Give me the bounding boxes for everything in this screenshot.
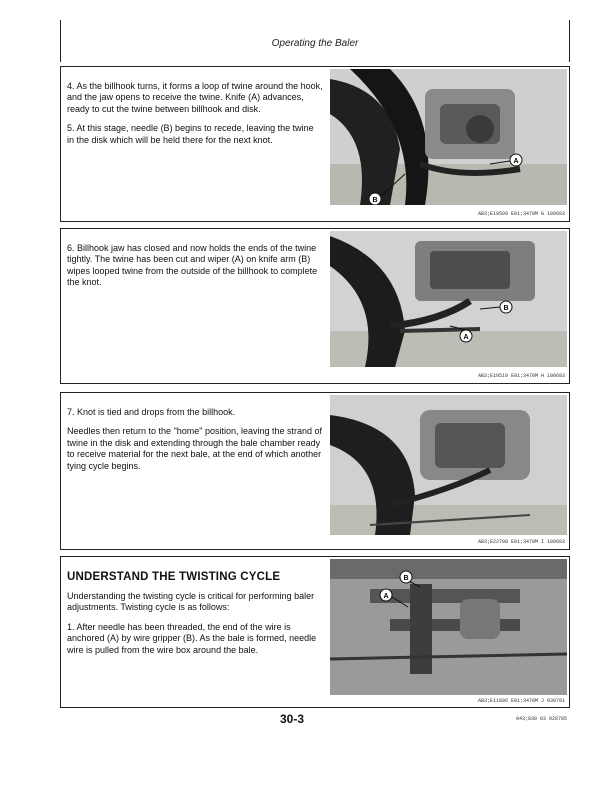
- callout-label: B: [372, 197, 378, 204]
- callout-label: B: [403, 575, 409, 582]
- figure-caption: AB3;E11896 E01;3470M J 030781: [477, 698, 565, 704]
- callout-label: B: [503, 305, 509, 312]
- section-text: [67, 407, 323, 480]
- paragraph: 4. As the billhook turns, it forms a loop of twine around the hook, and the jaw opens to receive the twine. Knife (A) advances, ready to cut the twine between billhook and disk.: [67, 81, 323, 114]
- callout-label: A: [383, 593, 389, 600]
- callout-label: A: [463, 334, 469, 341]
- section-text: [67, 571, 323, 664]
- section-step-4-5: [60, 66, 570, 222]
- paragraph: Needles then return to the "home" position, leaving the strand of twine in the disk and extending through the bale chamber ready to receive material for the next bale, at the end of which another tying cycle begins.: [67, 426, 323, 471]
- page-code: 043;030 03 020785: [516, 716, 568, 722]
- billhook-photo-2: [330, 231, 567, 367]
- paragraph: 6. Billhook jaw has closed and now holds the ends of the twine tightly. The twine has been cut and wiper (A) on knife arm (B) wipes looped twine from the outside of the billhook to complete the knot.: [67, 243, 318, 288]
- billhook-illustration: [330, 231, 567, 367]
- section-step-7: [60, 392, 570, 550]
- page-title: Operating the Baler: [271, 38, 359, 49]
- section-twisting-cycle: [60, 556, 570, 708]
- figure-caption: AB3;E19509 E01;3470M G 100683: [477, 211, 565, 217]
- billhook-photo-3: [330, 395, 567, 535]
- wire-twister-photo: [330, 559, 567, 695]
- section-heading: UNDERSTAND THE TWISTING CYCLE: [67, 571, 281, 583]
- billhook-illustration: [330, 395, 567, 535]
- page-number: 30-3: [280, 712, 305, 726]
- callout-label: A: [513, 158, 519, 165]
- paragraph: 1. After needle has been threaded, the end of the wire is anchored (A) by wire gripper (B). As the bale is formed, needle wire is pulled from the wire box around the bale.: [67, 621, 317, 655]
- wire-twister-illustration: [330, 559, 567, 695]
- section-step-6: [60, 228, 570, 384]
- paragraph: 7. Knot is tied and drops from the billhook.: [67, 407, 236, 417]
- section-text: [67, 243, 323, 297]
- section-text: [67, 81, 323, 154]
- figure-caption: AB3;E22708 E01;3470M I 100683: [477, 539, 565, 545]
- figure-caption: AB3;E19510 E01;3470M H 100683: [477, 373, 565, 379]
- paragraph: 5. At this stage, needle (B) begins to recede, leaving the twine in the disk which will be held there for the next knot.: [67, 123, 314, 145]
- paragraph: Understanding the twisting cycle is critical for performing baler adjustments. Twisting cycle is as follows:: [67, 591, 315, 613]
- billhook-illustration: [330, 69, 567, 205]
- billhook-photo-1: [330, 69, 567, 205]
